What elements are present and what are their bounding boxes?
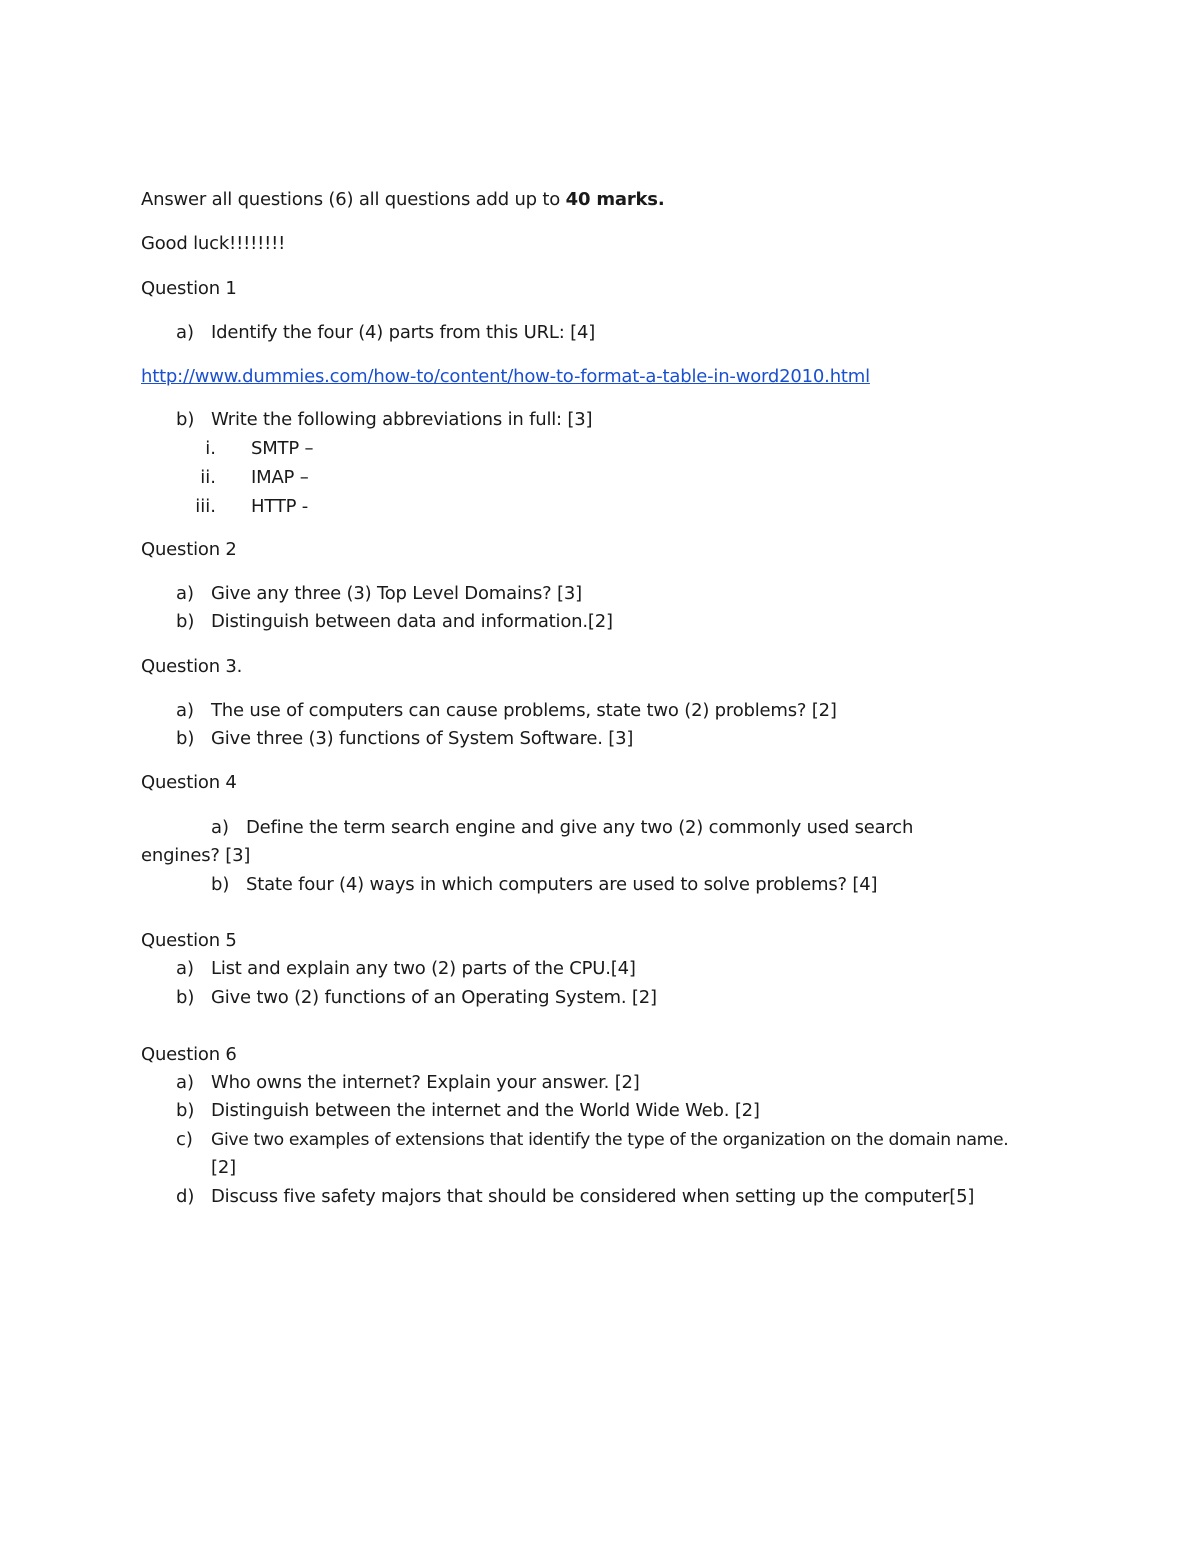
q6-d-marker: d)	[176, 1186, 195, 1207]
q6-a-text: Who owns the internet? Explain your answer. [2]	[211, 1072, 640, 1093]
total-marks: 40 marks.	[565, 189, 665, 210]
q6-b-text: Distinguish between the internet and the World Wide Web. [2]	[211, 1100, 760, 1121]
q1-sub-iii-text: HTTP -	[251, 496, 309, 517]
question-1-heading: Question 1	[141, 278, 237, 299]
instructions	[141, 189, 664, 211]
question-4-heading: Question 4	[141, 772, 237, 793]
q2-a-text: Give any three (3) Top Level Domains? [3]	[211, 583, 582, 604]
question-3-heading: Question 3.	[141, 656, 243, 677]
q2-b-text: Distinguish between data and information.[2]	[211, 611, 613, 632]
q4-a-text-continued: engines? [3]	[141, 845, 251, 866]
q3-a-marker: a)	[176, 700, 195, 721]
q5-b-marker: b)	[176, 987, 195, 1008]
q6-c-text-continued: [2]	[211, 1157, 236, 1178]
q2-b-marker: b)	[176, 611, 195, 632]
q1-sub-iii-marker: iii.	[195, 496, 216, 517]
q4-a-marker: a)	[211, 817, 230, 838]
q2-a-marker: a)	[176, 583, 195, 604]
url-link[interactable]: http://www.dummies.com/how-to/content/how-to-format-a-table-in-word2010.html	[141, 366, 870, 387]
q6-c-text: Give two examples of extensions that identify the type of the organization on the domain name.	[211, 1130, 1009, 1150]
question-2-heading: Question 2	[141, 539, 237, 560]
q1-a-text: Identify the four (4) parts from this URL: [4]	[211, 322, 596, 343]
q1-sub-i-marker: i.	[205, 438, 216, 459]
q6-c-marker: c)	[176, 1129, 193, 1150]
good-luck-text: Good luck!!!!!!!!	[141, 233, 286, 254]
q4-b-marker: b)	[211, 874, 230, 895]
q4-a-text: Define the term search engine and give any two (2) commonly used search	[246, 817, 914, 838]
q1-sub-ii-marker: ii.	[200, 467, 216, 488]
q6-b-marker: b)	[176, 1100, 195, 1121]
q6-d-text: Discuss five safety majors that should be considered when setting up the computer[5]	[211, 1186, 975, 1207]
question-6-heading: Question 6	[141, 1044, 237, 1065]
instructions-text: Answer all questions (6) all questions add up to	[141, 189, 566, 210]
q5-a-text: List and explain any two (2) parts of the CPU.[4]	[211, 958, 636, 979]
q1-b-text: Write the following abbreviations in full: [3]	[211, 409, 593, 430]
q4-b-text: State four (4) ways in which computers are used to solve problems? [4]	[246, 874, 878, 895]
q1-sub-ii-text: IMAP –	[251, 467, 309, 488]
q6-a-marker: a)	[176, 1072, 195, 1093]
question-5-heading: Question 5	[141, 930, 237, 951]
q3-b-marker: b)	[176, 728, 195, 749]
q1-sub-i-text: SMTP –	[251, 438, 314, 459]
q1-a-marker: a)	[176, 322, 195, 343]
q3-a-text: The use of computers can cause problems, state two (2) problems? [2]	[211, 700, 837, 721]
q5-a-marker: a)	[176, 958, 195, 979]
q5-b-text: Give two (2) functions of an Operating System. [2]	[211, 987, 657, 1008]
q1-b-marker: b)	[176, 409, 195, 430]
q3-b-text: Give three (3) functions of System Software. [3]	[211, 728, 634, 749]
